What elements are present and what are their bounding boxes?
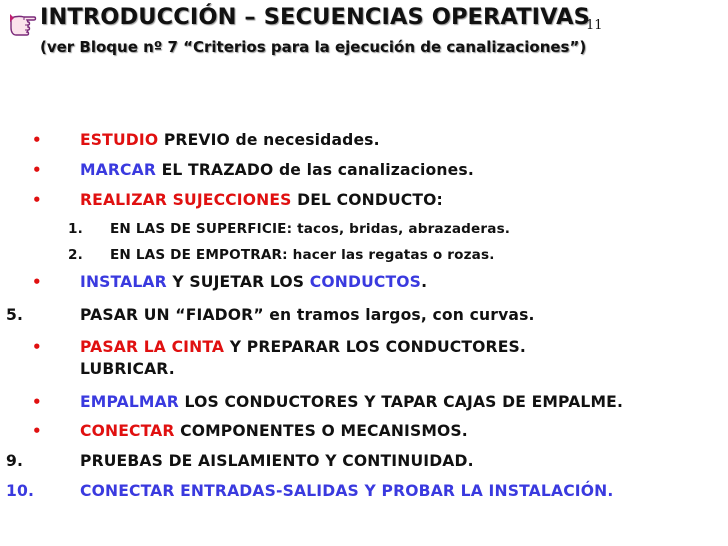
item-number: 1. xyxy=(68,221,83,237)
item-rest: PREVIO de necesidades. xyxy=(158,131,380,149)
item-text: PRUEBAS DE AISLAMIENTO Y CONTINUIDAD. xyxy=(80,452,474,470)
item-number: 2. xyxy=(68,247,83,263)
highlight-red: PASAR LA CINTA xyxy=(80,338,225,356)
bullet-marker: • xyxy=(32,393,42,411)
item-text xyxy=(80,131,380,149)
highlight-blue: MARCAR xyxy=(80,161,157,179)
item-rest: Y PREPARAR LOS CONDUCTORES. xyxy=(224,338,526,356)
item-rest: LOS CONDUCTORES Y TAPAR CAJAS DE EMPALME. xyxy=(178,393,624,411)
item-mid: Y SUJETAR LOS xyxy=(166,273,310,291)
slide-title: INTRODUCCIÓN – SECUENCIAS OPERATIVAS xyxy=(40,4,590,30)
pointing-hand-icon xyxy=(8,6,42,38)
bullet-marker: • xyxy=(32,273,42,291)
item-number: 10. xyxy=(6,482,35,500)
item-rest: EL TRAZADO de las canalizaciones. xyxy=(156,161,474,179)
item-text: EN LAS DE SUPERFICIE: tacos, bridas, abrazaderas. xyxy=(110,221,511,237)
highlight-red: REALIZAR SUJECCIONES xyxy=(80,191,292,209)
item-text: EN LAS DE EMPOTRAR: hacer las regatas o rozas. xyxy=(110,247,495,263)
item-text xyxy=(80,191,443,209)
item-rest: DEL CONDUCTO: xyxy=(291,191,443,209)
item-rest: COMPONENTES O MECANISMOS. xyxy=(174,422,468,440)
item-text: CONECTAR ENTRADAS-SALIDAS Y PROBAR LA INSTALACIÓN. xyxy=(80,482,614,500)
highlight-blue: INSTALAR xyxy=(80,273,167,291)
bullet-marker: • xyxy=(32,338,42,356)
highlight-blue: CONDUCTOS xyxy=(309,273,422,291)
item-text xyxy=(80,161,474,179)
bullet-marker: • xyxy=(32,422,42,440)
bullet-marker: • xyxy=(32,191,42,209)
slide-subtitle: (ver Bloque nº 7 “Criterios para la ejecución de canalizaciones”) xyxy=(40,38,587,56)
bullet-marker: • xyxy=(32,161,42,179)
item-text xyxy=(80,273,427,291)
item-text xyxy=(80,338,526,356)
highlight-red: CONECTAR xyxy=(80,422,175,440)
item-number: 9. xyxy=(6,452,24,470)
item-end: . xyxy=(421,273,428,291)
item-text: LUBRICAR. xyxy=(80,360,175,378)
item-text: PASAR UN “FIADOR” en tramos largos, con curvas. xyxy=(80,306,535,324)
bullet-marker: • xyxy=(32,131,42,149)
item-text xyxy=(80,422,468,440)
item-text xyxy=(80,393,623,411)
slide-number: 11 xyxy=(586,18,603,33)
item-number: 5. xyxy=(6,306,24,324)
highlight-blue: EMPALMAR xyxy=(80,393,179,411)
highlight-red: ESTUDIO xyxy=(80,131,159,149)
